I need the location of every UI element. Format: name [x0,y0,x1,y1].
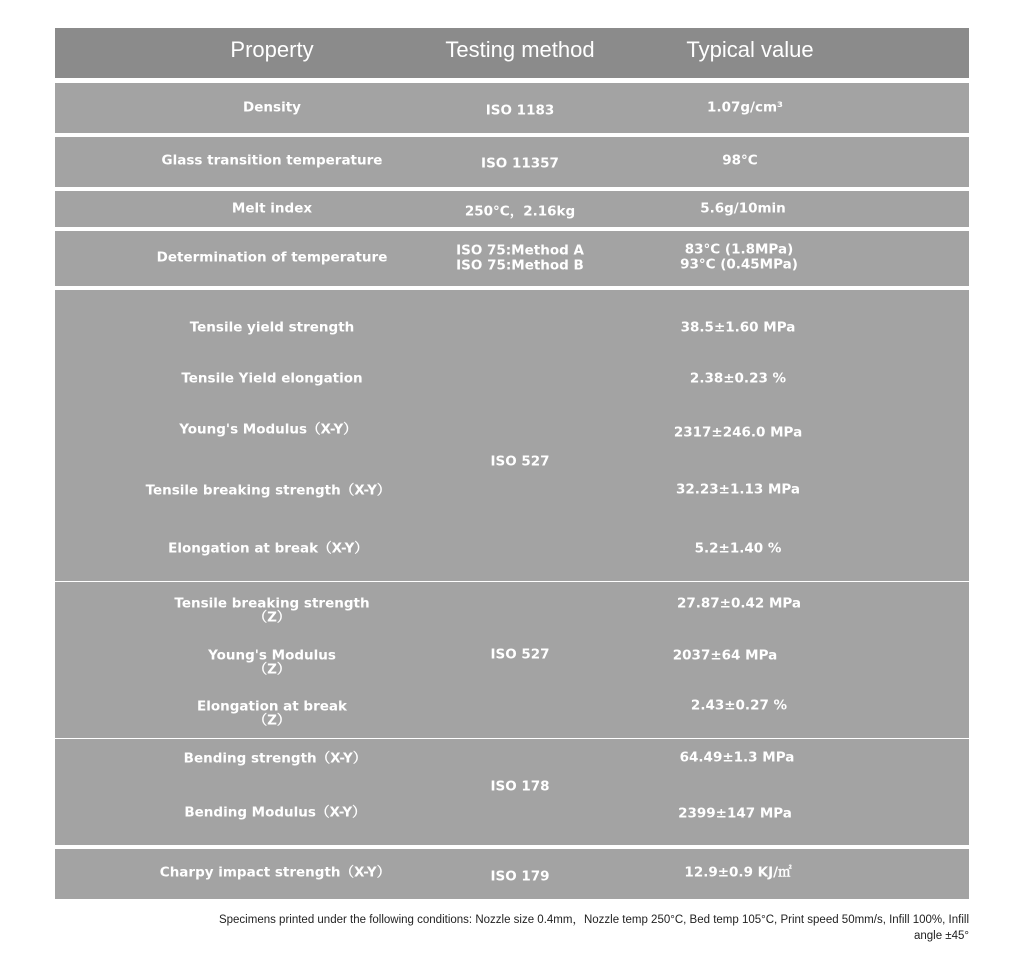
header-testing-method: Testing method [445,37,595,62]
method-heat-deflection-a: ISO 75:Method A [456,242,584,259]
value-heat-deflection-a: 83°C (1.8MPa) [684,241,794,258]
table-row-charpy-impact [55,849,969,899]
value-tensile-yield-strength: 38.5±1.60 MPa [680,319,796,336]
property-charpy-impact: Charpy impact strength（X-Y） [159,864,391,881]
method-heat-deflection-b: ISO 75:Method B [456,257,584,274]
property-bending-strength: Bending strength（X-Y） [183,750,367,767]
property-tensile-yield-strength: Tensile yield strength [189,319,355,336]
method-tensile-xy: ISO 527 [490,453,550,470]
table-group-tensile-z [55,582,969,738]
property-density: Density [243,99,301,116]
value-melt-index: 5.6g/10min [700,200,786,217]
axis-elongation-at-break-z: （Z） [253,712,291,729]
property-youngs-modulus-xy: Young's Modulus（X-Y） [179,421,357,438]
method-tensile-z: ISO 527 [490,646,550,663]
value-bending-modulus: 2399±147 MPa [678,805,792,822]
value-elongation-at-break-xy: 5.2±1.40 % [694,540,782,557]
value-tensile-breaking-strength-xy: 32.23±1.13 MPa [675,481,801,498]
table-row-melt-index [55,191,969,227]
method-density: ISO 1183 [485,102,555,119]
table-row-density [55,83,969,133]
value-tensile-yield-elongation: 2.38±0.23 % [689,370,787,387]
table-header [55,28,969,78]
value-charpy-impact: 12.9±0.9 KJ/㎡ [684,864,792,881]
footnote [109,912,969,944]
property-bending-modulus: Bending Modulus（X-Y） [184,804,366,821]
table-group-bending [55,739,969,845]
value-tensile-breaking-strength-z: 27.87±0.42 MPa [676,595,802,612]
method-bending: ISO 178 [490,778,550,795]
value-density: 1.07g/cm³ [707,99,783,116]
property-elongation-at-break-z: Elongation at break [196,698,348,715]
method-melt-index: 250°C，2.16kg [464,203,576,220]
property-tensile-breaking-strength-z: Tensile breaking strength [174,595,370,612]
property-tensile-breaking-strength-xy: Tensile breaking strength（X-Y） [145,482,391,499]
axis-tensile-breaking-strength-z: （Z） [253,609,291,626]
footnote-line-2: angle ±45° [913,930,969,942]
header-property: Property [230,37,314,62]
header-typical-value: Typical value [686,37,814,62]
value-heat-deflection-b: 93°C (0.45MPa) [680,256,798,273]
property-tensile-yield-elongation: Tensile Yield elongation [181,370,363,387]
value-youngs-modulus-z: 2037±64 MPa [672,647,778,664]
method-glass-transition: ISO 11357 [481,155,559,172]
property-youngs-modulus-z: Young's Modulus [208,647,336,664]
value-elongation-at-break-z: 2.43±0.27 % [690,697,788,714]
table-row-heat-deflection [55,231,969,286]
table-group-tensile-xy [55,290,969,581]
footnote-line-1: Specimens printed under the following conditions: Nozzle size 0.4mm，Nozzle temp 250°C, Bed temp 105°C, Print speed 50mm/s, Infill 100%, Infill [218,914,969,926]
table-row-glass-transition [55,137,969,187]
axis-youngs-modulus-z: （Z） [253,661,291,678]
method-charpy-impact: ISO 179 [490,868,550,885]
property-glass-transition: Glass transition temperature [161,152,383,169]
property-heat-deflection: Determination of temperature [156,249,388,266]
property-melt-index: Melt index [231,200,313,217]
property-elongation-at-break-xy: Elongation at break（X-Y） [168,540,368,557]
value-youngs-modulus-xy: 2317±246.0 MPa [673,424,803,441]
value-bending-strength: 64.49±1.3 MPa [679,749,795,766]
value-glass-transition: 98°C [722,152,758,169]
